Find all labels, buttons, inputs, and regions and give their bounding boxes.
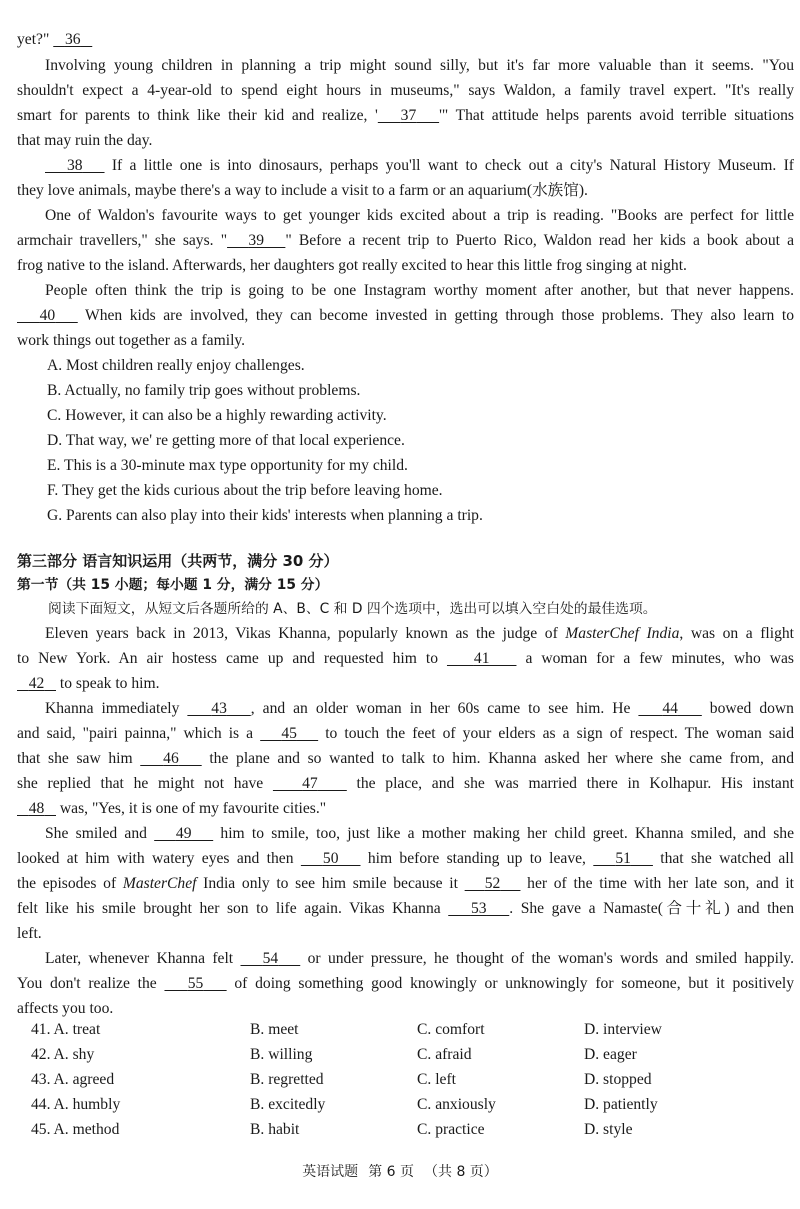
blank-50: 50 (322, 850, 339, 867)
choice-b: B. meet (250, 1021, 299, 1038)
text-line: Involving young children in planning a trip might sound silly, but it's far more valuable than it seems. "You (45, 57, 794, 74)
blank-41: 41 (473, 650, 490, 667)
text-line: looked at him with watery eyes and then 50 him before standing up to leave, 51 that she watched all (17, 850, 794, 867)
choice-d: D. patiently (584, 1096, 658, 1113)
option-item: G. Parents can also play into their kids' interests when planning a trip. (47, 507, 483, 524)
choice-b: B. habit (250, 1121, 300, 1138)
text-line: People often think the trip is going to be one Instagram worthy moment after another, but that never happens. (45, 282, 794, 299)
blank-44: 44 (662, 700, 678, 717)
choice-d: D. interview (584, 1021, 662, 1038)
choice-c: C. practice (417, 1121, 485, 1138)
choice-c: C. left (417, 1071, 456, 1088)
text-line: affects you too. (17, 1000, 114, 1017)
text-line: and said, "pairi painna," which is a 45 to touch the feet of your elders as a sign of respect. The woman said (17, 725, 794, 742)
text-line: to New York. An air hostess came up and requested him to 41 a woman for a few minutes, who was (17, 650, 794, 667)
blank-36: 36 (64, 31, 81, 48)
choice-d: D. eager (584, 1046, 637, 1063)
option-item: E. This is a 30-minute max type opportunity for my child. (47, 457, 408, 474)
text-line: You don't realize the 55 of doing something good knowingly or unknowingly for someone, but it positively (17, 975, 795, 992)
choice-d: D. style (584, 1121, 633, 1138)
choice-a: 42. A. shy (31, 1046, 95, 1063)
text-line: She smiled and 49 him to smile, too, just like a mother making her child greet. Khanna smiled, and she (45, 825, 794, 842)
choice-d: D. stopped (584, 1071, 652, 1088)
text-line: that she saw him 46 the plane and so wanted to talk to him. Khanna asked her where she came from, and (17, 750, 794, 767)
choice-c: C. anxiously (417, 1096, 496, 1113)
choice-b: B. regretted (250, 1071, 324, 1088)
text-line: frog native to the island. Afterwards, her daughters got really excited to hear this little frog singing at night. (17, 257, 687, 274)
footer-subject: 英语试题 (302, 1164, 359, 1180)
blank-45: 45 (281, 725, 297, 742)
text-line: that may ruin the day. (17, 132, 153, 149)
blank-53: 53 (470, 900, 487, 917)
section-title: 第三部分 语言知识运用（共两节，满分 30 分） (17, 552, 339, 570)
option-item: F. They get the kids curious about the trip before leaving home. (47, 482, 443, 499)
text-line: yet?" 36 (17, 31, 81, 48)
text-line: 40 When kids are involved, they can become invested in getting through those problems. They also learn to (39, 307, 794, 324)
text-line: smart for parents to think like their kid and realize, ' 37 '" That attitude helps parents avoid terrible situations (17, 107, 794, 124)
text-line: armchair travellers," she says. " 39 " Before a recent trip to Puerto Rico, Waldon read her kids a book about a (17, 232, 795, 249)
choice-a: 43. A. agreed (31, 1071, 115, 1088)
blank-38: 38 (66, 157, 83, 174)
option-item: D. That way, we' re getting more of that local experience. (47, 432, 405, 449)
footer-page: 第 6 页 (368, 1164, 414, 1180)
option-item: C. However, it can also be a highly rewarding activity. (47, 407, 387, 424)
choice-b: B. excitedly (250, 1096, 326, 1113)
choice-b: B. willing (250, 1046, 313, 1063)
blank-43: 43 (211, 700, 227, 717)
text-line: felt like his smile brought her son to life again. Vikas Khanna 53 . She gave a Namaste(合十礼) and then (17, 900, 795, 917)
text-line: Later, whenever Khanna felt 54 or under pressure, he thought of the woman's words and smiled happily. (45, 950, 794, 967)
blank-46: 46 (163, 750, 179, 767)
text-line: shouldn't expect a 4-year-old to spend eight hours in museums," says Waldon, a family travel expert. "It's really (17, 82, 794, 99)
option-item: A. Most children really enjoy challenges. (47, 357, 305, 374)
section-instruction: 阅读下面短文，从短文后各题所给的 A、B、C 和 D 四个选项中，选出可以填入空白处的最佳选项。 (48, 601, 657, 617)
choice-c: C. afraid (417, 1046, 472, 1063)
choice-a: 45. A. method (31, 1121, 120, 1138)
blank-37: 37 (400, 107, 417, 124)
blank-42: 42 (28, 675, 45, 692)
text-line: the episodes of MasterChef India only to see him smile because it 52 her of the time with her late son, and it (17, 875, 794, 892)
text-line: she replied that he might not have 47 the place, and she was married there in Kolhapur. His instant (17, 775, 794, 792)
blank-52: 52 (484, 875, 501, 892)
page-footer (0, 1162, 800, 1182)
text-line: 38 If a little one is into dinosaurs, perhaps you'll want to check out a city's Natural History Museum. If (66, 157, 794, 174)
footer-total: （共 8 页） (424, 1164, 498, 1180)
choice-a: 44. A. humbly (31, 1096, 121, 1113)
text-line: Khanna immediately 43 , and an older woman in her 60s came to see him. He 44 bowed down (45, 700, 794, 717)
section-subtitle: 第一节（共 15 小题；每小题 1 分，满分 15 分） (17, 577, 329, 593)
text-line: Eleven years back in 2013, Vikas Khanna, popularly known as the judge of MasterChef India, was on a flight (45, 625, 794, 642)
text-line: 42 to speak to him. (28, 675, 160, 692)
choice-a: 41. A. treat (31, 1021, 101, 1038)
blank-54: 54 (262, 950, 279, 967)
text-line: left. (17, 925, 42, 942)
blank-39: 39 (248, 232, 265, 249)
blank-48: 48 (28, 800, 45, 817)
blank-55: 55 (187, 975, 204, 992)
option-item: B. Actually, no family trip goes without problems. (47, 382, 361, 399)
text-line: 48 was, "Yes, it is one of my favourite cities." (28, 800, 327, 817)
choice-c: C. comfort (417, 1021, 485, 1038)
blank-40: 40 (39, 307, 56, 324)
blank-49: 49 (175, 825, 192, 842)
text-line: One of Waldon's favourite ways to get younger kids excited about a trip is reading. "Books are perfect for little (45, 207, 794, 224)
blank-51: 51 (615, 850, 631, 867)
text-line: they love animals, maybe there's a way to include a visit to a farm or an aquarium(水族馆). (17, 182, 588, 199)
blank-47: 47 (302, 775, 318, 792)
text-line: work things out together as a family. (17, 332, 246, 349)
